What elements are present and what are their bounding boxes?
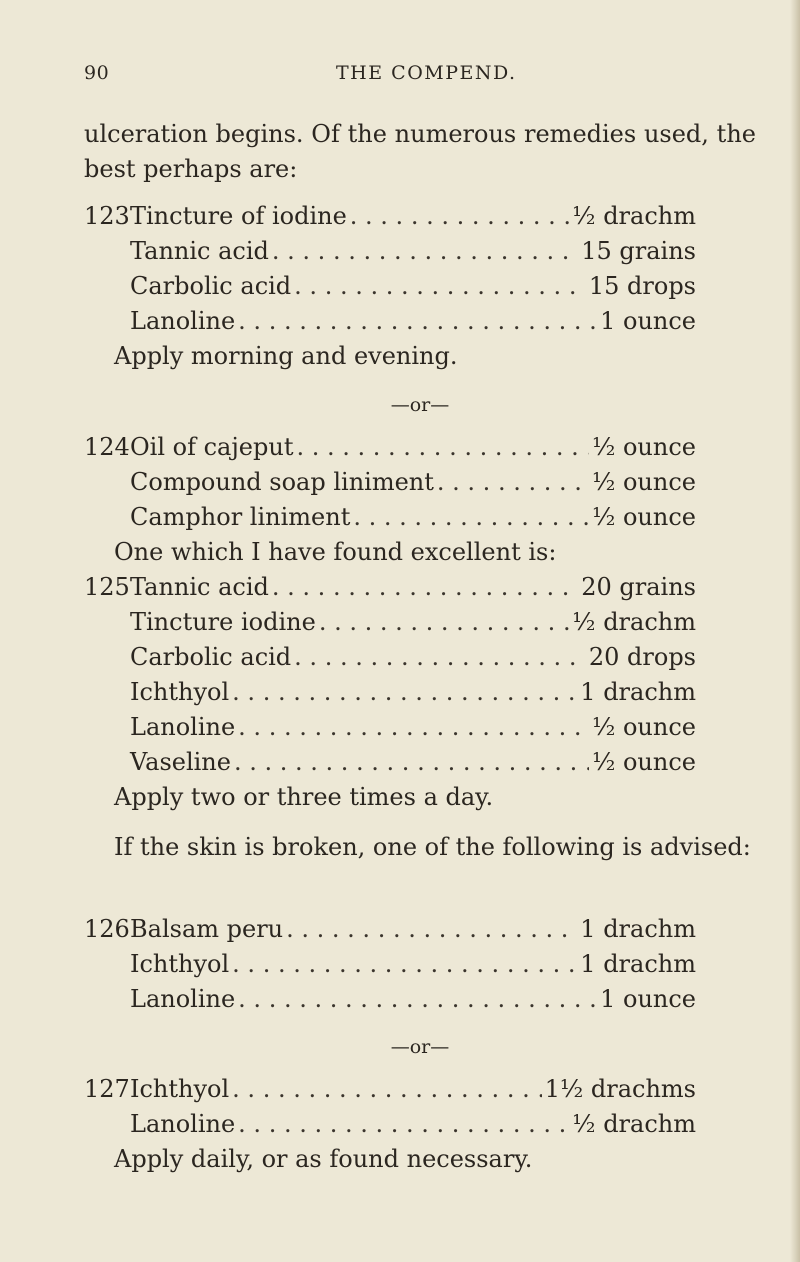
ingredient-name: Ichthyol (130, 678, 230, 706)
separator-or: —or— (390, 394, 450, 416)
ingredient-amount: ½ drachm (572, 202, 696, 230)
dot-leaders (272, 234, 578, 269)
formula-line (84, 234, 696, 269)
page-edge-shadow (790, 0, 800, 1262)
ingredient-amount: 20 drops (588, 643, 696, 671)
formula-line (84, 199, 696, 234)
broken-skin-text: If the skin is broken, one of the following is advised: (114, 833, 751, 861)
page-number: 90 (84, 62, 110, 84)
ingredient-name: Balsam peru (130, 915, 284, 943)
formula-line (84, 1072, 696, 1107)
intro-paragraph: ulceration begins. Of the numerous remedies used, the best perhaps are: (84, 120, 756, 183)
dot-leaders (296, 430, 589, 465)
ingredient-name: Tannic acid (130, 237, 269, 265)
ingredient-name: Tannic acid (130, 573, 269, 601)
formula-line (84, 570, 696, 605)
formula-number: 126 (84, 915, 130, 943)
formula-line (84, 1107, 696, 1142)
page-header (84, 62, 684, 92)
formula-line (84, 465, 696, 500)
formula-line (84, 982, 696, 1017)
formula-line (84, 605, 696, 640)
formula-number: 124 (84, 433, 130, 461)
ingredient-name: Ichthyol (130, 950, 230, 978)
ingredient-amount: 20 grains (581, 573, 696, 601)
formula-line (84, 640, 696, 675)
dot-leaders (232, 1072, 542, 1107)
dot-leaders (232, 675, 577, 710)
formula-note: Apply two or three times a day. (114, 783, 494, 811)
ingredient-name: Compound soap liniment (130, 468, 434, 496)
ingredient-name: Lanoline (130, 713, 236, 741)
ingredient-amount: 1 ounce (600, 307, 696, 335)
dot-leaders (286, 912, 577, 947)
formula-line (84, 710, 696, 745)
ingredient-name: Ichthyol (130, 1075, 230, 1103)
formula-line (84, 947, 696, 982)
formula-line (84, 745, 696, 780)
dot-leaders (353, 500, 589, 535)
formula-number: 127 (84, 1075, 130, 1103)
ingredient-amount: 15 grains (581, 237, 696, 265)
formula-line (84, 304, 696, 339)
ingredient-name: Lanoline (130, 1110, 236, 1138)
formula-line (84, 912, 696, 947)
dot-leaders (437, 465, 589, 500)
ingredient-amount: 15 drops (588, 272, 696, 300)
dot-leaders (238, 1107, 569, 1142)
ingredient-name: Carbolic acid (130, 643, 292, 671)
formula-line (84, 500, 696, 535)
formula-note: Apply daily, or as found necessary. (114, 1145, 533, 1173)
dot-leaders (350, 199, 570, 234)
broken-skin-paragraph (114, 830, 756, 865)
ingredient-name: Tincture iodine (130, 608, 316, 636)
ingredient-name: Oil of cajeput (130, 433, 294, 461)
ingredient-amount: 1 drachm (580, 678, 696, 706)
ingredient-name: Tincture of iodine (130, 202, 347, 230)
formula-note: One which I have found excellent is: (114, 538, 557, 566)
formula-line (84, 675, 696, 710)
ingredient-amount: 1 drachm (580, 915, 696, 943)
dot-leaders (294, 269, 586, 304)
ingredient-name: Lanoline (130, 985, 236, 1013)
dot-leaders (272, 570, 578, 605)
ingredient-name: Lanoline (130, 307, 236, 335)
dot-leaders (294, 640, 586, 675)
dot-leaders (238, 710, 589, 745)
dot-leaders (319, 605, 569, 640)
ingredient-name: Carbolic acid (130, 272, 292, 300)
ingredient-amount: ½ ounce (592, 503, 696, 531)
formula-line (84, 430, 696, 465)
ingredient-amount: ½ ounce (592, 748, 696, 776)
formula-number: 125 (84, 573, 130, 601)
formula-note: Apply morning and evening. (114, 342, 458, 370)
dot-leaders (238, 304, 597, 339)
ingredient-name: Camphor liniment (130, 503, 351, 531)
ingredient-amount: ½ drachm (572, 608, 696, 636)
separator-or: —or— (390, 1036, 450, 1058)
ingredient-amount: ½ drachm (572, 1110, 696, 1138)
ingredient-name: Vaseline (130, 748, 231, 776)
ingredient-amount: 1 drachm (580, 950, 696, 978)
dot-leaders (232, 947, 577, 982)
running-head: THE COMPEND. (336, 62, 517, 84)
ingredient-amount: ½ ounce (592, 433, 696, 461)
ingredient-amount: ½ ounce (592, 713, 696, 741)
dot-leaders (234, 745, 589, 780)
ingredient-amount: 1 ounce (600, 985, 696, 1013)
ingredient-amount: ½ ounce (592, 468, 696, 496)
ingredient-amount: 1½ drachms (544, 1075, 696, 1103)
dot-leaders (238, 982, 597, 1017)
formula-line (84, 269, 696, 304)
formula-number: 123 (84, 202, 130, 230)
